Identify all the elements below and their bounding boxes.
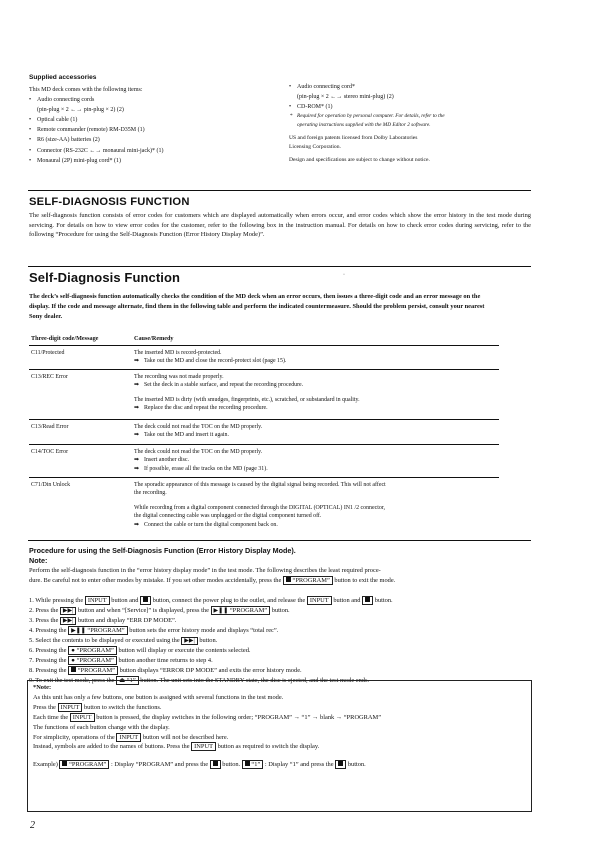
error-code: C13/REC Error <box>31 374 68 380</box>
stop-program-key: “PROGRAM” <box>59 760 109 769</box>
next-icon: ▶▶| <box>62 618 74 624</box>
table-rule <box>29 369 499 370</box>
list-item: • R6 (size-AA) batteries (2) <box>29 135 279 145</box>
table-row <box>134 481 494 529</box>
stray-dot: · <box>343 272 345 278</box>
section-title: SELF-DIAGNOSIS FUNCTION <box>29 196 190 208</box>
record-icon: ● <box>71 647 75 654</box>
eject-icon: ⏏ <box>119 677 126 684</box>
manual-lead-paragraph: The deck’s self-diagnosis function automatically checks the condition of the MD deck when an error occurs, then issues a three-digit code and an error message on the display. If the code and message alternate, find them in the following table and perform the indicated countermeasure. Should the problem persist, consult your nearest Sony dealer. <box>29 293 485 320</box>
cause-text: The inserted MD is record-protected. <box>134 350 222 356</box>
list-item: 7. Pressing the ● “PROGRAM” button another time returns to step 4. <box>29 657 213 664</box>
list-item: 2. Press the ▶▶| button and when “[Service]” is displayed, press the ▶❚❚ “PROGRAM” button. <box>29 607 290 614</box>
footnote: operating instructions supplied with the MD Editor 2 software. <box>297 121 431 128</box>
manual-section-title: Self-Diagnosis Function <box>29 270 181 285</box>
play-pause-icon: ▶❚❚ <box>71 628 86 634</box>
design-note: Design and specifications are subject to change without notice. <box>289 157 430 164</box>
list-item: • Optical cable (1) <box>29 115 279 125</box>
input-key: INPUT <box>307 596 332 605</box>
procedure-body: Perform the self-diagnosis function in the “error history display mode” in the test mode. The following describes the least required proce- dure. Be careful not to enter other modes by mistake. If you set other modes accidentally, press the “PROGRAM” button to exit the mode. <box>29 567 396 584</box>
patent-note: US and foreign patents licensed from Dolby Laboratories <box>289 135 418 142</box>
page-number: 2 <box>30 820 35 831</box>
table-row <box>134 373 494 413</box>
table-row <box>134 349 494 366</box>
stop-icon <box>62 761 67 766</box>
list-item: • CD-ROM* (1) <box>289 102 534 112</box>
list-item: • Connector (RS-232C ←→ monaural mini-jack)* (1) <box>29 146 279 156</box>
eject-one-key: ⏏ “1” <box>116 676 139 685</box>
remedy-text: ➡ If possible, erase all the tracks on the MD (page 31). <box>134 465 494 473</box>
stop-icon <box>338 761 343 766</box>
cause-text: the recording. <box>134 490 167 497</box>
stop-icon <box>143 597 148 602</box>
stop-key <box>140 596 151 605</box>
play-pause-program-key: ▶❚❚ “PROGRAM” <box>68 626 128 635</box>
play-pause-program-key: ▶❚❚ “PROGRAM” <box>211 606 271 615</box>
stop-key <box>335 760 346 769</box>
cause-text: The deck could not read the TOC on the MD properly. <box>134 449 263 455</box>
record-program-key: ● “PROGRAM” <box>68 656 117 665</box>
table-rule <box>29 444 499 445</box>
list-item: • Audio connecting cord* <box>289 82 534 92</box>
stop-program-key: “PROGRAM” <box>283 576 333 585</box>
remedy-text: ➡ Insert another disc. <box>134 456 494 464</box>
input-key: INPUT <box>191 742 216 751</box>
table-header-code: Three-digit code/Message <box>31 335 99 342</box>
next-track-key <box>60 617 76 625</box>
cause-text: The sporadic appearance of this message is caused by the digital signal being recorded. This will not affect <box>134 482 386 488</box>
stop-icon <box>245 761 250 766</box>
list-item: 8. Pressing the “PROGRAM” button displays “ERROR DP MODE” and exits the error history mode. <box>29 667 302 674</box>
section-divider <box>28 190 531 191</box>
cause-text: The inserted MD is dirty (with smudges, fingerprints, etc.), scratched, or substandard in quality. <box>134 396 360 403</box>
cause-text: While recording from a digital component connected through the DIGITAL (OPTICAL) IN1 /2 connector, <box>134 504 385 511</box>
supplied-left-column <box>29 85 279 166</box>
list-item: • Remote commander (remote) RM-D35M (1) <box>29 125 279 135</box>
remedy-text: ➡ Replace the disc and repeat the recording procedure. <box>134 404 494 412</box>
list-item: • Monaural (2P) mini-plug cord* (1) <box>29 156 279 166</box>
supplied-accessories-title: Supplied accessories <box>29 74 97 81</box>
list-item: 5. Select the contents to be displayed or executed using the ▶▶| button. <box>29 637 218 644</box>
procedure-steps <box>29 596 549 686</box>
error-code: C13/Read Error <box>31 424 69 430</box>
list-item: (pin-plug × 2 ←→ stereo mini-plug) (2) <box>297 94 394 101</box>
table-row <box>134 448 494 473</box>
remedy-text: ➡ Take out the MD and close the record-protect slot (page 15). <box>134 357 494 365</box>
cause-text: The deck could not read the TOC on the MD properly. <box>134 424 263 430</box>
table-rule <box>29 419 499 420</box>
list-item: 6. Pressing the ● “PROGRAM” button will display or execute the contents selected. <box>29 647 251 654</box>
play-pause-icon: ▶❚❚ <box>213 608 229 614</box>
list-item: 9. To exit the test mode, press the ⏏ “1” button. The unit sets into the STANDBY state, the disc is ejected, and the test mode ends. <box>29 677 370 684</box>
cause-text: the digital connecting cable was unplugged or the digital component turned off. <box>134 513 322 520</box>
supplied-right-column <box>289 82 534 165</box>
stop-key <box>210 760 221 769</box>
section-divider <box>28 540 531 541</box>
input-key: INPUT <box>85 596 110 605</box>
list-item: (pin-plug × 2 ←→ pin-plug × 2) (2) <box>37 107 124 114</box>
error-code: C11/Protected <box>31 350 65 356</box>
section-divider <box>28 266 531 267</box>
cause-text: The recording was not made properly. <box>134 374 224 380</box>
stop-icon <box>71 667 76 672</box>
table-header-cause: Cause/Remedy <box>134 335 174 342</box>
procedure-title: Procedure for using the Self-Diagnosis Function (Error History Display Mode). <box>29 546 296 555</box>
list-item: 4. Pressing the ▶❚❚ “PROGRAM” button sets the error history mode and displays “total rec”. <box>29 627 279 634</box>
input-key: INPUT <box>70 713 95 722</box>
list-item: • Audio connecting cords <box>29 95 279 105</box>
stop-icon <box>213 761 218 766</box>
supplied-intro: This MD deck comes with the following items: <box>29 87 143 93</box>
remedy-text: ➡ Connect the cable or turn the digital component back on. <box>134 521 494 529</box>
next-icon: ▶▶| <box>62 608 74 614</box>
stop-key <box>362 596 373 605</box>
record-icon: ● <box>71 657 75 664</box>
table-rule <box>29 345 499 346</box>
note-label: Note: <box>29 556 48 565</box>
input-key: INPUT <box>58 703 83 712</box>
note-example: Example) “PROGRAM” : Display “PROGRAM” and press the button. “1” : Display “1” and press the button. <box>33 761 366 769</box>
stop-icon <box>365 597 370 602</box>
remedy-text: ➡ Take out the MD and insert it again. <box>134 431 494 439</box>
record-program-key: ● “PROGRAM” <box>68 646 117 655</box>
stop-program-key: “PROGRAM” <box>68 666 118 675</box>
next-icon: ▶▶| <box>184 638 195 644</box>
remedy-text: ➡ Set the deck in a stable surface, and repeat the recording procedure. <box>134 381 494 389</box>
footnote: * Required for operation by personal computer. For details, refer to the <box>289 112 534 121</box>
note-box-label: *Note: <box>33 684 52 691</box>
next-track-key <box>181 637 197 645</box>
error-code: C14/TOC Error <box>31 449 69 455</box>
input-key: INPUT <box>116 733 141 742</box>
next-track-key <box>60 607 76 615</box>
patent-note: Licensing Corporation. <box>289 144 341 151</box>
section-body: The self-diagnosis function consists of error codes for customers which are displayed automatically when errors occur, and error codes which show the error history in the test mode during servicing. For details on how to view error codes for the customer, refer to the following box in the instruction manual. For details on how to check error codes during servicing, refer to the following “Procedure for using the Self-Diagnosis Function (Error History Display Mode)”. <box>29 212 531 239</box>
error-code: C71/Din Unlock <box>31 482 71 488</box>
table-rule <box>29 477 499 478</box>
table-row <box>134 423 494 440</box>
note-box-content: *Note: As this unit has only a few buttons, one button is assigned with several functions in the test mode. Press the INPUT button to switch the functions. Each time the INPUT button is pressed, the display switches in the following order; “PROGRAM” → “1” → blank → “PROGRAM” The functions of each button change with the display. For simplicity, operations of the INPUT button will not be described here. Instead, symbols are added to the names of buttons. Press the INPUT button as required to switch the display. Example) “PROGRAM” : Display “PROGRAM” and press the button. “1” : Display “1” and press the button. <box>33 683 528 770</box>
list-item: 3. Press the ▶▶| button and display “ERR DP MODE”. <box>29 617 177 624</box>
stop-icon <box>286 577 291 582</box>
list-item: 1. While pressing the INPUT button and button, connect the power plug to the outlet, and release the INPUT button and button. <box>29 597 393 604</box>
stop-one-key: “1” <box>242 760 263 769</box>
